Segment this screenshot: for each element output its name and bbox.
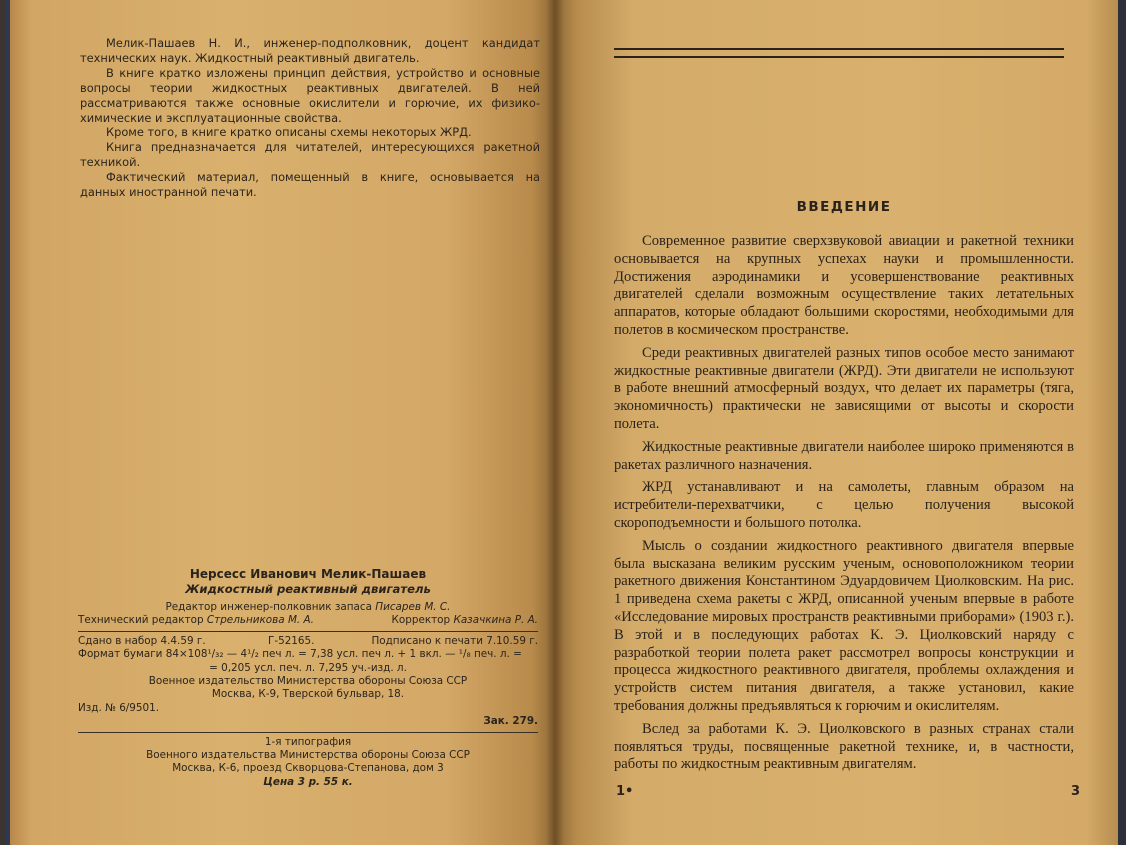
izd-number: Изд. № 6/9501. [78, 701, 160, 714]
abstract-paragraph: Кроме того, в книге кратко описаны схемы некоторых ЖРД. [106, 125, 472, 140]
corrector-label: Корректор [391, 614, 451, 627]
colophon-book-title: Жидкостный реактивный двигатель [185, 582, 431, 596]
colophon-divider [78, 732, 538, 733]
format-line-2: = 0,205 усл. печ. л. 7,295 уч.-изд. л. [209, 661, 407, 674]
body-paragraph: Вслед за работами К. Э. Циолковского в разных странах стали появляться труды, посвященные ракетной технике, и, в частности, работы по жидкостным реактивным двигателям. [614, 720, 1074, 773]
publisher-line: Военное издательство Министерства обороны Союза ССР [148, 674, 468, 687]
header-double-rule [614, 48, 1064, 58]
zak-number: Зак. 279. [483, 715, 538, 728]
printing-house: 1-я типография [264, 735, 352, 748]
page-number: 3 [1070, 784, 1080, 799]
abstract-block [80, 36, 540, 200]
colophon-tech-editor-row [78, 614, 538, 627]
g-number: Г-52165. [268, 634, 315, 647]
chapter-heading: ВВЕДЕНИЕ [796, 199, 892, 215]
typeset-date: Сдано в набор 4.4.59 г. [78, 634, 206, 647]
editor-name: Писарев М. С. [375, 601, 451, 613]
abstract-paragraph: Фактический материал, помещенный в книге, основывается на данных иностранной печати. [80, 170, 540, 200]
left-page [6, 0, 554, 845]
tech-editor-name: Стрельникова М. А. [206, 614, 314, 627]
format-line-1: Формат бумаги 84×108¹/₃₂ — 4¹/₂ печ л. = 7,38 усл. печ л. + 1 вкл. — ¹/₈ печ. л. = [78, 648, 522, 661]
zak-row [78, 715, 538, 728]
izd-row [78, 702, 538, 715]
colophon-block [78, 566, 538, 789]
colophon-author-name: Нерсесс Иванович Мелик-Пашаев [189, 567, 427, 581]
abstract-paragraph: В книге кратко изложены принцип действия, устройство и основные вопросы теории жидкостных реактивных двигателей. В ней рассматриваются также основные окислители и горючие, их физико-химические и эксплуатационные свойства. [80, 65, 540, 125]
printing-address: Москва, К-6, проезд Скворцова-Степанова, дом 3 [172, 762, 444, 775]
corrector-name: Казачкина Р. А. [453, 614, 538, 627]
body-paragraph: Мысль о создании жидкостного реактивного двигателя впервые была высказана великим русским ученым, основоположником теории ракетного движения Константином Эдуардовичем Циолковским. На рис. 1 приведена схема ракеты с ЖРД, описанной ученым впервые в работе «Исследование мировых пространств реактивными приборами» (1903 г.). В этой и в последующих работах К. Э. Циолковский наряду с разработкой теории полета ракет рассмотрел вопросы конструкции и процесса жидкостного реактивного двигателя, проблемы охлаждения и устройств систем питания двигателя, а также установил, какие требования должны предъявляться к горючим и окислителям. [614, 537, 1074, 714]
editor-label: Редактор инженер-полковник запаса [165, 601, 372, 613]
signature-mark: 1• [616, 784, 634, 799]
colophon-divider [78, 631, 538, 632]
body-paragraph: Среди реактивных двигателей разных типов особое место занимают жидкостные реактивные двигатели (ЖРД). Эти двигатели не используют в работе внешний атмосферный воздух, что делает их параметры (тяга, экономичность) практически не зависящими от высоты и скорости полета. [614, 344, 1074, 432]
tech-editor-label: Технический редактор [78, 614, 204, 627]
price: Цена 3 р. 55 к. [263, 775, 353, 788]
spine-shadow [546, 0, 564, 845]
signed-date: Подписано к печати 7.10.59 г. [371, 634, 538, 647]
body-paragraph: Жидкостные реактивные двигатели наиболее широко применяются в ракетах различного назначения. [614, 438, 1074, 473]
printing-publisher: Военного издательства Министерства обороны Союза ССР [146, 748, 470, 761]
abstract-author-line: Мелик-Пашаев Н. И., инженер-подполковник, доцент кандидат технических наук. Жидкостный реактивный двигатель. [80, 36, 540, 65]
publisher-address: Москва, К-9, Тверской бульвар, 18. [211, 688, 405, 701]
chapter-body [614, 233, 1074, 779]
colophon-editor [78, 601, 538, 614]
book-cover-edge [1118, 0, 1126, 845]
corrector [392, 614, 538, 627]
body-paragraph: Современное развитие сверхзвуковой авиации и ракетной техники основывается на крупных успехах науки и промышленности. Достижения аэродинамики и усовершенствование реактивных двигателей сделали возможным осуществление таких летательных аппаратов, которые обладают большими скоростями, необходимыми для полетов в космическом пространстве. [614, 233, 1074, 338]
body-paragraph: ЖРД устанавливают и на самолеты, главным образом на истребители-перехватчики, с целью получения высокой скороподъемности и большого потолка. [614, 479, 1074, 531]
abstract-paragraph: Книга предназначается для читателей, интересующихся ракетной техникой. [80, 140, 540, 170]
colophon-signed-row [78, 635, 538, 648]
right-page [554, 0, 1120, 845]
